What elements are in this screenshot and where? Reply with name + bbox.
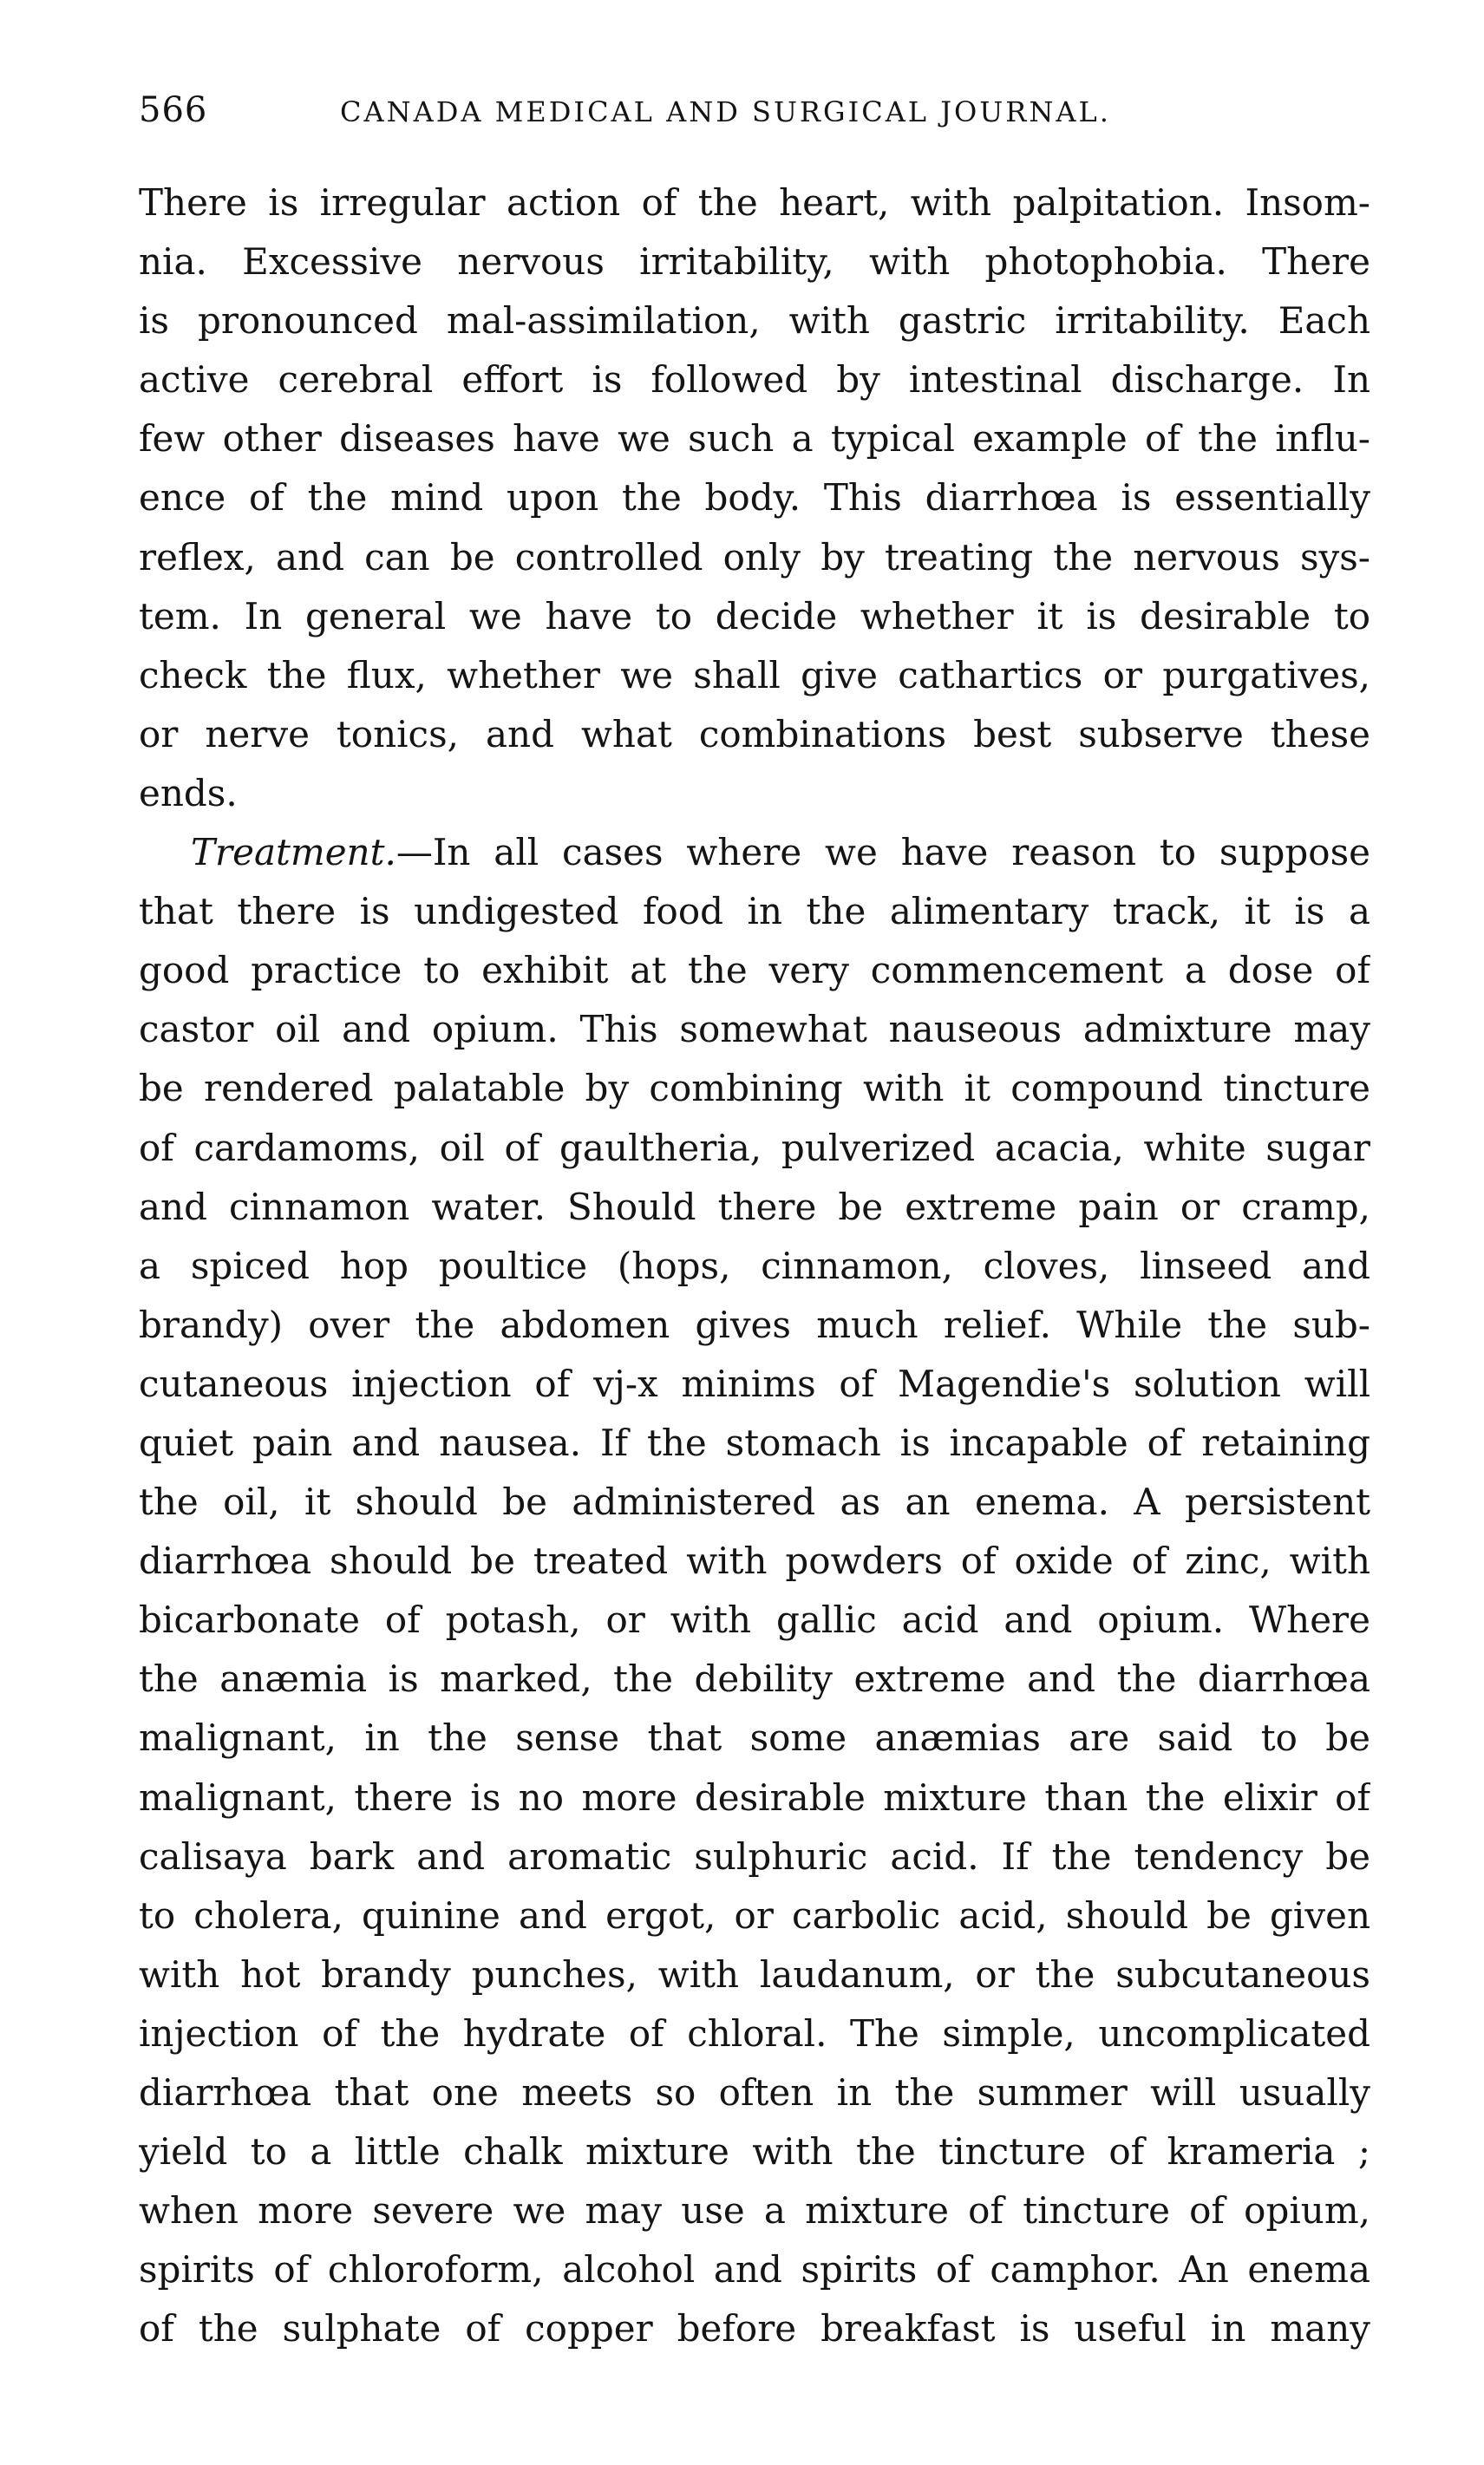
text-line: cutaneous injection of vj-x minims of Magendie's solution will [139, 1362, 1370, 1405]
text-line: good practice to exhibit at the very commencement a dose of [139, 949, 1370, 992]
text-line: yield to a little chalk mixture with the tincture of krameria ; [139, 2130, 1370, 2174]
text-line: few other diseases have we such a typical example of the influ- [139, 417, 1370, 461]
text-line: brandy) over the abdomen gives much relief. While the sub- [139, 1303, 1370, 1346]
text-line: a spiced hop poultice (hops, cinnamon, cloves, linseed and [139, 1244, 1370, 1287]
text-line: malignant, there is no more desirable mixture than the elixir of [139, 1775, 1370, 1819]
text-line: calisaya bark and aromatic sulphuric acid. If the tendency be [139, 1834, 1370, 1878]
text-line: malignant, in the sense that some anæmias are said to be [139, 1716, 1370, 1760]
body-text [139, 173, 1370, 2358]
text-line: is pronounced mal-assimilation, with gastric irritability. Each [139, 299, 1370, 343]
text-line: spirits of chloroform, alcohol and spirits of camphor. An enema [139, 2248, 1370, 2292]
text-line: of the sulphate of copper before breakfast is useful in many [139, 2307, 1370, 2351]
text-line: and cinnamon water. Should there be extreme pain or cramp, [139, 1185, 1370, 1228]
text-line: active cerebral effort is followed by intestinal discharge. In [139, 358, 1370, 402]
text-line: ends. [139, 771, 238, 814]
text-line: bicarbonate of potash, or with gallic acid and opium. Where [139, 1599, 1370, 1642]
page-number: 566 [139, 90, 208, 130]
text-line: the oil, it should be administered as an enema. A persistent [139, 1481, 1370, 1524]
text-line: when more severe we may use a mixture of tincture of opium, [139, 2189, 1370, 2233]
page-header [139, 90, 1370, 142]
text-line: quiet pain and nausea. If the stomach is incapable of retaining [139, 1421, 1370, 1464]
text-line: with hot brandy punches, with laudanum, or the subcutaneous [139, 1952, 1370, 1996]
text-line-first [139, 823, 1370, 882]
running-head: CANADA MEDICAL AND SURGICAL JOURNAL. [340, 95, 1111, 128]
text-line: castor oil and opium. This somewhat nauseous admixture may [139, 1008, 1370, 1051]
text-line: the anæmia is marked, the debility extreme and the diarrhœa [139, 1658, 1370, 1701]
text-line: injection of the hydrate of chloral. The simple, uncomplicated [139, 2011, 1370, 2055]
text-line: or nerve tonics, and what combinations best subserve these [139, 712, 1370, 755]
treatment-heading: Treatment. [191, 831, 396, 874]
text-line: nia. Excessive nervous irritability, with photophobia. There [139, 240, 1370, 284]
text-line: tem. In general we have to decide whether it is desirable to [139, 594, 1370, 638]
text-line: diarrhœa should be treated with powders of oxide of zinc, with [139, 1540, 1370, 1583]
paragraph-symptoms [139, 173, 1370, 823]
text-line: of cardamoms, oil of gaultheria, pulverized acacia, white sugar [139, 1126, 1370, 1169]
text-line: be rendered palatable by combining with it compound tincture [139, 1067, 1370, 1110]
text-fragment: —In all cases where we have reason to suppose [396, 831, 1370, 874]
text-line: that there is undigested food in the alimentary track, it is a [139, 890, 1370, 933]
text-line: There is irregular action of the heart, with palpitation. Insom- [139, 181, 1370, 224]
text-line: check the flux, whether we shall give cathartics or purgatives, [139, 653, 1370, 696]
paragraph-treatment [139, 823, 1370, 2358]
text-line: diarrhœa that one meets so often in the summer will usually [139, 2071, 1370, 2114]
text-line: ence of the mind upon the body. This diarrhœa is essentially [139, 476, 1370, 520]
text-line: to cholera, quinine and ergot, or carbolic acid, should be given [139, 1893, 1370, 1937]
text-line: reflex, and can be controlled only by treating the nervous sys- [139, 535, 1370, 579]
